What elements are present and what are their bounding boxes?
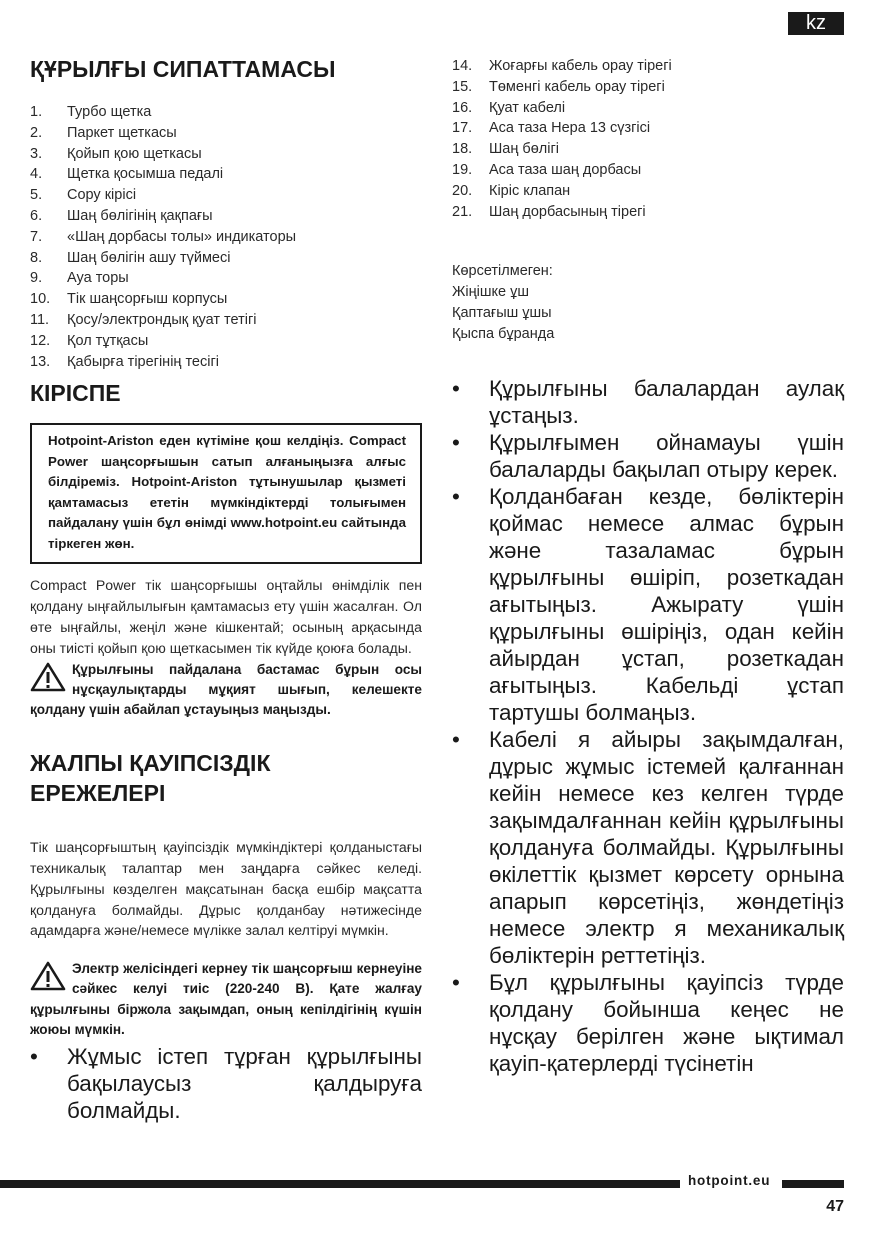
item-label: Төменгі кабель орау тірегі — [489, 78, 665, 95]
item-number: 9. — [30, 270, 43, 287]
item-number: 7. — [30, 228, 43, 245]
section-title-description: ҚҰРЫЛҒЫ СИПАТТАМАСЫ — [30, 56, 336, 82]
item-label: Аса таза шаң дорбасы — [489, 161, 642, 178]
item-label: Сору кірісі — [67, 187, 137, 204]
item-label: Щетка қосымша педалі — [67, 166, 224, 183]
language-badge: kz — [788, 12, 844, 35]
parts-list-left — [30, 102, 422, 372]
right-column — [452, 56, 844, 1077]
safety-bullet: • Жұмыс істеп тұрған құрылғыны бақылаусыз қалдыруға болмайды. — [30, 1043, 422, 1124]
item-label: Аса таза Нера 13 сүзгісі — [489, 120, 651, 137]
voltage-warning-text: Электр желісіндегі кернеу тік шаңсорғыш кернеуіне сәйкес келуі тиіс (220-240 В). Қате жалғау құрылғыны біржола зақымдап, оның кепілдігінің күшін жоюы мүмкін. — [30, 961, 422, 1037]
parts-list-item — [30, 164, 422, 185]
parts-list-item — [452, 56, 844, 77]
item-label: Шаң бөлігінің қақпағы — [67, 207, 213, 224]
item-number: 6. — [30, 207, 43, 224]
parts-list-item — [30, 123, 422, 144]
parts-list-item — [30, 352, 422, 373]
footer-rule-right — [782, 1180, 844, 1188]
parts-list-item — [30, 248, 422, 269]
item-label: Қосу/электрондық қуат тетігі — [67, 311, 257, 328]
parts-list-item — [452, 160, 844, 181]
parts-list-item — [452, 202, 844, 223]
item-number: 10. — [30, 291, 51, 308]
item-number: 20. — [452, 182, 473, 199]
item-label: Жоғарғы кабель орау тірегі — [489, 58, 672, 74]
intro-warning — [30, 660, 422, 721]
item-label: Тік шаңсорғыш корпусы — [67, 291, 228, 308]
item-label: Турбо щетка — [67, 104, 152, 120]
item-number: 5. — [30, 187, 43, 204]
parts-list-item — [30, 331, 422, 352]
registration-notice-box — [30, 423, 422, 564]
item-number: 12. — [30, 332, 51, 349]
parts-list-item — [30, 310, 422, 331]
item-number: 16. — [452, 99, 473, 116]
item-number: 13. — [30, 353, 51, 370]
footer-brand: hotpoint.eu — [688, 1173, 771, 1188]
parts-list-item — [452, 77, 844, 98]
item-number: 8. — [30, 249, 43, 266]
section-title-safety — [30, 748, 422, 808]
intro-paragraph: Compact Power тік шаңсорғышы оңтайлы өнімділік пен қолдану ыңғайлылығын қамтамасыз ету үшін жасалған. Ол өте ыңғайлы, жеңіл және кішкентай; осының арқасында оны тиісті қойып қою щеткасымен тік күйде қоюға болады. — [30, 577, 422, 656]
footer-rule-left — [0, 1180, 680, 1188]
page-number: 47 — [826, 1198, 844, 1215]
not-shown-item: Жіңішке ұш — [452, 284, 529, 301]
safety-paragraph: Тік шаңсорғыштың қауіпсіздік мүмкіндіктері қолданыстағы техникалық талаптар мен заңдарға сәйкес келеді. Құрылғыны көзделген мақсатынан басқа ешбір мақсатта қолдануға болмайды. Дұрыс қолданбау нәтижесінде адамдарға және/немесе мүлікке залал келтіруі мүмкін. — [30, 839, 422, 939]
parts-list-item — [30, 227, 422, 248]
parts-list-item — [30, 206, 422, 227]
left-column — [30, 54, 422, 1124]
parts-list-item — [30, 185, 422, 206]
parts-list-item — [452, 98, 844, 119]
item-number: 17. — [452, 120, 473, 137]
intro-warning-text: Құрылғыны пайдалана бастамас бұрын осы нұсқаулықтарды мұқият шығып, келешекте қолдану үшін абайлап ұстауыңыз маңызды. — [30, 661, 422, 717]
item-number: 18. — [452, 141, 473, 158]
item-label: Ауа торы — [67, 270, 129, 287]
safety-bullets-left — [30, 1043, 422, 1124]
item-number: 2. — [30, 124, 43, 141]
item-label: Қол тұтқасы — [67, 332, 149, 349]
not-shown-list — [452, 282, 844, 344]
section-title-intro: КІРІСПЕ — [30, 380, 121, 407]
item-label: Қуат кабелі — [489, 99, 566, 116]
item-number: 19. — [452, 161, 473, 178]
item-number: 4. — [30, 166, 43, 183]
item-label: Кіріс клапан — [489, 182, 571, 199]
not-shown-item: Қаптағыш ұшы — [452, 304, 552, 321]
safety-bullet: • Кабелі я айыры зақымдалған, дұрыс жұмыс істемей қалғаннан кейін немесе кез келген түрде зақымдалғаннан кейін құрылғыны қолдануға болмайды. Құрылғыны өкілеттік қызмет көрсету орнына апарып көрсетіңіз, жөндетіңіз немесе электр я механикалық бөліктерін реттетіңіз. — [452, 726, 844, 969]
not-shown-title: Көрсетілмеген: — [452, 263, 553, 280]
item-number: 15. — [452, 78, 473, 95]
parts-list-item — [30, 268, 422, 289]
item-number: 3. — [30, 145, 43, 162]
item-number: 21. — [452, 203, 473, 220]
safety-title-line2: ЕРЕЖЕЛЕРІ — [30, 780, 166, 807]
item-label: Шаң бөлігі — [489, 141, 559, 158]
parts-list-right — [452, 56, 844, 222]
item-label: Паркет щеткасы — [67, 124, 177, 141]
item-label: Қойып қою щеткасы — [67, 145, 202, 162]
voltage-warning — [30, 959, 422, 1040]
warning-triangle-icon — [30, 961, 66, 991]
not-shown-block — [452, 261, 844, 344]
safety-bullet: • Құрылғымен ойнамауы үшін балаларды бақылап отыру керек. — [452, 429, 844, 483]
parts-list-item — [452, 181, 844, 202]
registration-notice-text: Hotpoint-Ariston еден күтіміне қош келдіңіз. Compact Power шаңсорғышын сатып алғаныңызға алғыс білдіреміз. Hotpoint-Ariston тұтынушылар қызметі қамтамасыз ететін мүмкіндіктерді толығымен пайдалану үшін бұл өнімді www.hotpoint.eu сайтында тіркеген жөн. — [48, 433, 406, 551]
parts-list-item — [30, 144, 422, 165]
parts-list-item — [30, 289, 422, 310]
item-number: 11. — [30, 311, 50, 328]
item-number: 14. — [452, 58, 473, 74]
safety-bullet: • Қолданбаған кезде, бөліктерін қоймас немесе алмас бұрын және тазаламас бұрын құрылғыны өшіріп, розеткадан ағытыңыз. Ажырату үшін құрылғыны өшіріңіз, одан кейін айырдан ұстап, розеткадан ағытыңыз. Кабельді ұстап тартушы болмаңыз. — [452, 483, 844, 726]
safety-bullet: • Бұл құрылғыны қауіпсіз түрде қолдану бойынша кеңес не нұсқау берілген және ықтимал қауіп-қатерлерді түсінетін — [452, 969, 844, 1077]
safety-bullet: • Құрылғыны балалардан аулақ ұстаңыз. — [452, 375, 844, 429]
not-shown-item: Қыспа бұранда — [452, 325, 555, 342]
parts-list-item — [452, 139, 844, 160]
safety-bullets-right — [452, 375, 844, 1077]
parts-list-item — [452, 118, 844, 139]
item-number: 1. — [30, 104, 43, 120]
item-label: Шаң бөлігін ашу түймесі — [67, 249, 231, 266]
item-label: «Шаң дорбасы толы» индикаторы — [67, 228, 297, 245]
safety-title-line1: ЖАЛПЫ ҚАУІПСІЗДІК — [30, 750, 271, 777]
item-label: Қабырға тірегінің тесігі — [67, 353, 219, 370]
item-label: Шаң дорбасының тірегі — [489, 203, 646, 220]
warning-triangle-icon — [30, 662, 66, 692]
parts-list-item — [30, 102, 422, 123]
